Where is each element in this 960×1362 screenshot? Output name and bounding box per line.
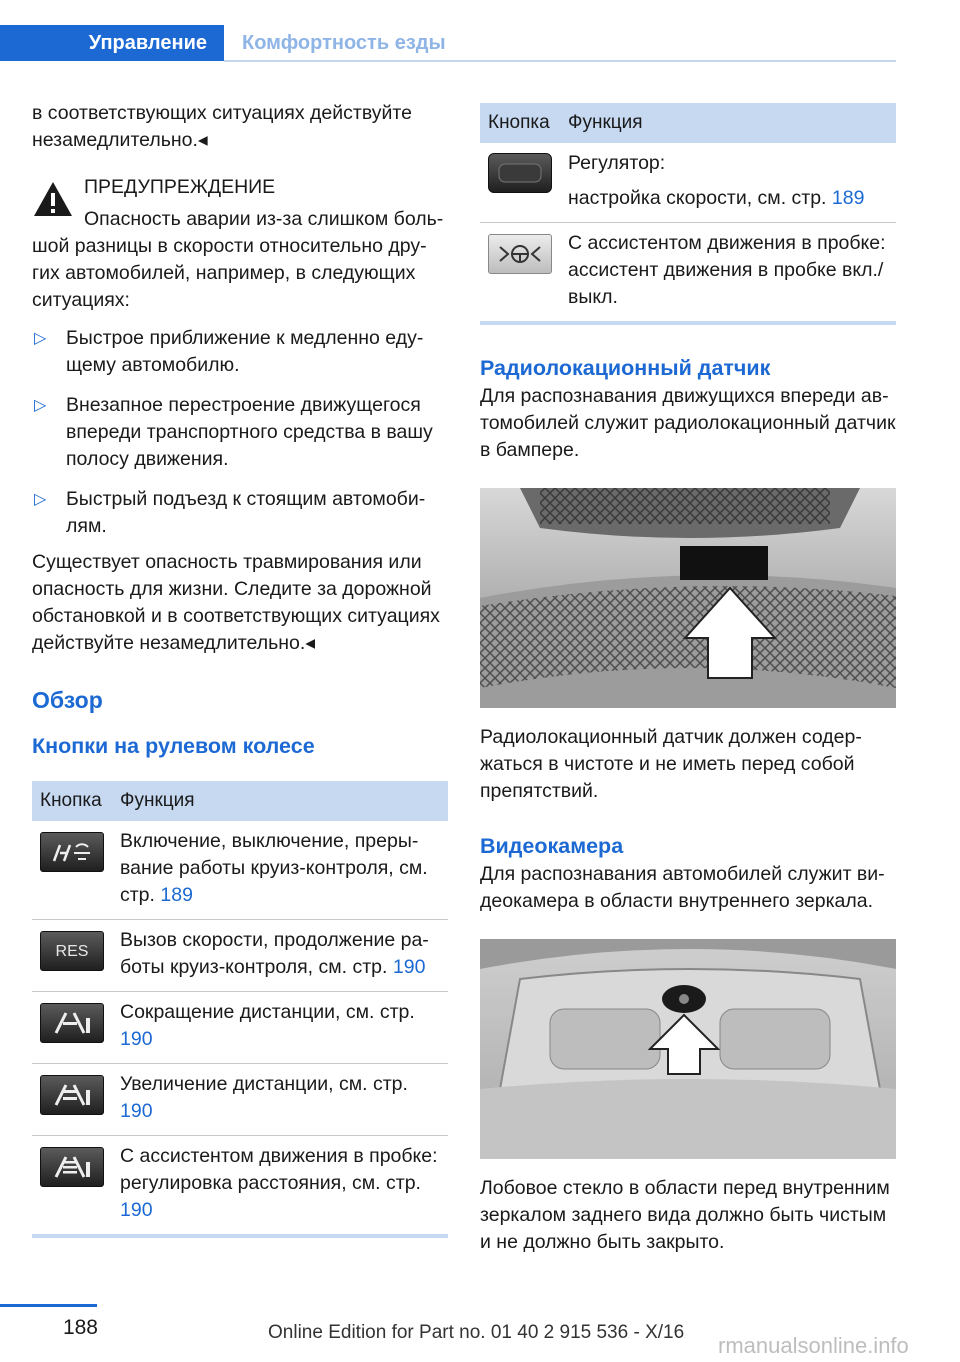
section-heading-steering-buttons: Кнопки на рулевом колесе xyxy=(32,734,315,758)
page-link[interactable]: 190 xyxy=(120,1199,153,1221)
distance-increase-icon xyxy=(40,1075,104,1115)
distance-decrease-icon xyxy=(40,1003,104,1043)
warning-title: ПРЕДУПРЕЖДЕНИЕ xyxy=(84,176,276,198)
bullet-triangle-icon: ▷ xyxy=(34,397,47,414)
camera-photo xyxy=(480,939,896,1159)
section-heading-overview: Обзор xyxy=(32,687,103,713)
bullet-triangle-icon: ▷ xyxy=(34,491,47,508)
page-link[interactable]: 190 xyxy=(392,956,426,978)
res-button-icon: RES xyxy=(40,931,104,971)
tab-underline xyxy=(224,60,896,62)
col-header-button: Кнопка xyxy=(32,781,112,821)
page-link[interactable]: 190 xyxy=(120,1100,153,1122)
rocker-switch-icon xyxy=(488,153,552,193)
camera-caption: Лобовое стекло в области перед внутренним зеркалом заднего вида должно быть чистым и не должно быть закрыто. xyxy=(480,1177,890,1253)
table-row xyxy=(480,223,896,324)
function-text: Увеличение дистанции, см. стр. xyxy=(120,1073,408,1095)
table-row xyxy=(32,992,448,1064)
camera-text: Для распознавания автомобилей служит ви-деокамера в области внутреннего зеркала. xyxy=(480,863,885,912)
warning-text: Опасность аварии из-за слишком боль-шой разницы в скорости относительно дру-гих автомобилей, например, в следующих ситуациях: xyxy=(32,208,444,311)
section-heading-radar: Радиолокационный датчик xyxy=(480,356,771,380)
col-header-function: Функция xyxy=(560,103,896,143)
right-column xyxy=(480,100,896,1256)
section-heading-camera: Видеокамера xyxy=(480,834,624,858)
radar-sensor-photo xyxy=(480,488,896,708)
warning-block xyxy=(32,174,448,314)
intro-text: в соответствующих ситуациях действуйте незамедлительно.◂ xyxy=(32,102,412,151)
list-item: ▷ Внезапное перестроение движущегося впереди транспортного средства в вашу полосу движения. xyxy=(34,394,433,470)
radar-caption: Радиолокационный датчик должен содер-жаться в чистоте и не иметь перед собой препятствий. xyxy=(480,726,862,802)
page-number: 188 xyxy=(62,1316,98,1339)
chapter-tabs xyxy=(0,25,896,61)
traffic-jam-assistant-icon xyxy=(488,234,552,274)
col-header-button: Кнопка xyxy=(480,103,560,143)
function-text: настройка скорости, см. стр. xyxy=(568,187,827,209)
table-row xyxy=(480,143,896,223)
table-row xyxy=(32,920,448,992)
page-link[interactable]: 189 xyxy=(160,884,193,906)
table-row xyxy=(32,1064,448,1136)
bullet-triangle-icon: ▷ xyxy=(34,330,47,347)
left-column xyxy=(32,100,448,1238)
function-label: Регулятор: xyxy=(568,152,666,174)
footer-rule xyxy=(0,1304,97,1307)
function-text: С ассистентом движения в пробке: регулировка расстояния, см. стр. xyxy=(120,1145,438,1194)
warning-triangle-icon xyxy=(32,180,74,218)
col-header-function: Функция xyxy=(112,781,448,821)
table-row xyxy=(32,1136,448,1237)
steering-buttons-table xyxy=(32,781,448,1238)
function-text: С ассистентом движения в пробке: ассистент движения в пробке вкл./выкл. xyxy=(568,232,886,308)
tab-driving-comfort[interactable]: Комфортность езды xyxy=(242,31,446,54)
radar-text: Для распознавания движущихся впереди ав-томобилей служит радиолокационный датчик в бампере. xyxy=(480,385,896,461)
tab-controls[interactable]: Управление xyxy=(0,25,224,61)
traffic-jam-assistant-distance-icon xyxy=(40,1147,104,1187)
edition-text: Online Edition for Part no. 01 40 2 915 536 - X/16 xyxy=(268,1322,685,1343)
watermark: rmanualsonline.info xyxy=(718,1333,909,1358)
list-item: ▷ Быстрый подъезд к стоящим автомоби-лям. xyxy=(34,488,426,537)
page-link[interactable]: 190 xyxy=(120,1028,153,1050)
function-text: Сокращение дистанции, см. стр. xyxy=(120,1001,415,1023)
cruise-control-icon xyxy=(40,832,104,872)
warning-list xyxy=(32,325,448,540)
danger-text: Существует опасность травмирования или опасность для жизни. Следите за дорожной обстановкой и в соответствующих ситуациях действуйте незамедлительно.◂ xyxy=(32,551,440,654)
list-item: ▷ Быстрое приближение к медленно еду-щему автомобилю. xyxy=(34,327,424,376)
page-link[interactable]: 189 xyxy=(831,187,865,209)
steering-buttons-table-continued xyxy=(480,103,896,325)
table-row xyxy=(32,821,448,920)
function-text: Включение, выключение, преры-вание работы круиз-контроля, см. стр. xyxy=(120,830,428,906)
function-text: Вызов скорости, продолжение ра-боты круиз-контроля, см. стр. xyxy=(120,929,429,978)
